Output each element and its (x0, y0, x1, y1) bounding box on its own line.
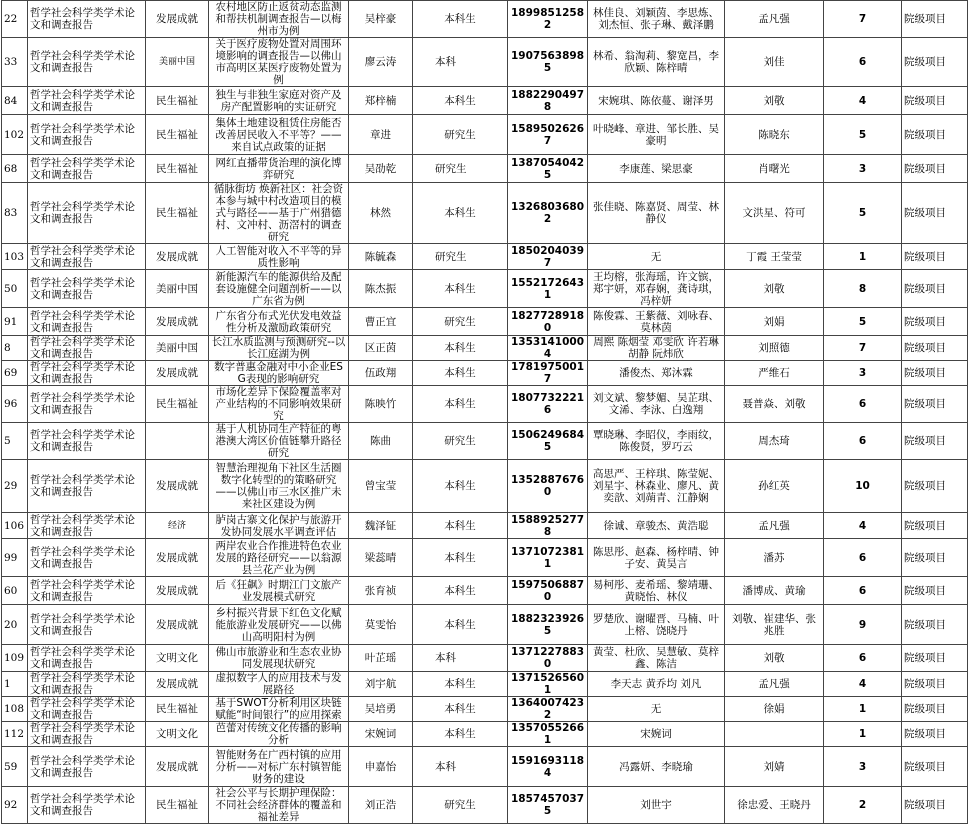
project-id-cell: 106 (2, 513, 28, 539)
project-type-cell: 院级项目 (902, 460, 968, 513)
project-type-cell: 院级项目 (902, 787, 968, 824)
project-type-cell: 院级项目 (902, 605, 968, 645)
members-cell: 潘俊杰、郑沐霖 (588, 361, 725, 386)
leader-cell: 曹正宜 (349, 308, 413, 336)
leader-cell: 郑梓楠 (349, 87, 413, 115)
phone-cell: 18277289180 (508, 308, 588, 336)
field-cell: 发展成就 (146, 361, 209, 386)
level-cell: 研究生 (413, 155, 508, 183)
level-cell: 本科生 (413, 361, 508, 386)
members-cell: 刘文斌、黎梦媚、吴芷琪、文浠、李泳、白逸翔 (588, 386, 725, 423)
project-type-cell: 院级项目 (902, 513, 968, 539)
phone-cell: 18998512582 (508, 1, 588, 38)
leader-cell: 陈毓森 (349, 244, 413, 270)
phone-cell: 18502040397 (508, 244, 588, 270)
member-count-cell: 3 (824, 747, 902, 787)
members-cell: 刘世宇 (588, 787, 725, 824)
member-count-cell: 3 (824, 155, 902, 183)
project-title-cell: 乡村振兴背景下红色文化赋能旅游业发展研究——以佛山高明阳村为例 (209, 605, 349, 645)
table-row (2, 697, 968, 722)
field-cell: 文明文化 (146, 645, 209, 672)
members-cell: 易柯彤、麦希瑶、黎靖珊、黄晓怡、林仪 (588, 577, 725, 605)
table-row (2, 747, 968, 787)
advisor-cell: 徐娟 (725, 697, 824, 722)
field-cell (146, 423, 209, 460)
table-row (2, 115, 968, 155)
member-count-cell: 8 (824, 270, 902, 308)
advisor-cell: 刘娟 (725, 308, 824, 336)
field-cell: 民生福祉 (146, 115, 209, 155)
field-cell: 美丽中国 (146, 38, 209, 87)
member-count-cell: 7 (824, 1, 902, 38)
project-type-cell: 院级项目 (902, 722, 968, 747)
category-cell: 哲学社会科学类学术论文和调查报告 (28, 270, 146, 308)
phone-cell: 13640074232 (508, 697, 588, 722)
project-id-cell: 112 (2, 722, 28, 747)
phone-cell: 15975068870 (508, 577, 588, 605)
category-cell: 哲学社会科学类学术论文和调查报告 (28, 115, 146, 155)
members-cell: 无 (588, 244, 725, 270)
member-count-cell: 6 (824, 577, 902, 605)
members-cell: 黄莹、杜欣、吴慧敏、莫梓鑫、陈洁 (588, 645, 725, 672)
level-cell: 本科生 (413, 577, 508, 605)
project-title-cell: 胪岗古寨文化保护与旅游开发协同发展水平调查评估 (209, 513, 349, 539)
members-cell: 李天志 黄乔均 刘凡 (588, 672, 725, 697)
project-id-cell: 8 (2, 336, 28, 361)
project-id-cell: 22 (2, 1, 28, 38)
project-type-cell: 院级项目 (902, 697, 968, 722)
level-cell: 研究生 (413, 787, 508, 824)
project-title-cell: 佛山市旅游业和生态农业协同发展现状研究 (209, 645, 349, 672)
level-cell: 本科生 (413, 183, 508, 244)
advisor-cell: 徐忠爱、王晓丹 (725, 787, 824, 824)
leader-cell: 陈杰振 (349, 270, 413, 308)
table-row (2, 87, 968, 115)
leader-cell: 宋婉词 (349, 722, 413, 747)
table-row (2, 155, 968, 183)
project-type-cell: 院级项目 (902, 87, 968, 115)
project-type-cell: 院级项目 (902, 155, 968, 183)
category-cell: 哲学社会科学类学术论文和调查报告 (28, 183, 146, 244)
project-id-cell: 99 (2, 539, 28, 577)
project-title-cell: 社会公平与长期护理保险：不同社会经济群体的覆盖和福祉差异 (209, 787, 349, 824)
project-id-cell: 20 (2, 605, 28, 645)
project-id-cell: 1 (2, 672, 28, 697)
category-cell: 哲学社会科学类学术论文和调查报告 (28, 672, 146, 697)
leader-cell: 梁蕊晴 (349, 539, 413, 577)
project-id-cell: 91 (2, 308, 28, 336)
project-id-cell: 96 (2, 386, 28, 423)
field-cell: 发展成就 (146, 539, 209, 577)
advisor-cell (725, 722, 824, 747)
members-cell: 叶晓峰、章进、邹长胜、吴豪明 (588, 115, 725, 155)
project-type-cell: 院级项目 (902, 386, 968, 423)
project-id-cell: 68 (2, 155, 28, 183)
leader-cell: 林然 (349, 183, 413, 244)
category-cell: 哲学社会科学类学术论文和调查报告 (28, 38, 146, 87)
phone-cell: 13268036802 (508, 183, 588, 244)
members-cell: 周熙 陈烟莹 邓雯欣 许若琳 胡静 阮炜欣 (588, 336, 725, 361)
level-cell: 本科生 (413, 460, 508, 513)
members-cell: 无 (588, 697, 725, 722)
project-id-cell: 29 (2, 460, 28, 513)
members-cell: 陈思彤、赵森、杨梓晴、钟子安、黄昊言 (588, 539, 725, 577)
category-cell: 哲学社会科学类学术论文和调查报告 (28, 336, 146, 361)
phone-cell: 18822904978 (508, 87, 588, 115)
category-cell: 哲学社会科学类学术论文和调查报告 (28, 244, 146, 270)
category-cell: 哲学社会科学类学术论文和调查报告 (28, 645, 146, 672)
phone-cell: 15062496845 (508, 423, 588, 460)
project-title-cell: 虚拟数字人的应用技术与发展路径 (209, 672, 349, 697)
project-type-cell: 院级项目 (902, 336, 968, 361)
level-cell: 研究生 (413, 308, 508, 336)
project-title-cell: 数字普惠金融对中小企业ESG表现的影响研究 (209, 361, 349, 386)
leader-cell: 曾宝莹 (349, 460, 413, 513)
level-cell: 本科生 (413, 539, 508, 577)
phone-cell: 15916931184 (508, 747, 588, 787)
members-cell: 宋婉琪、陈依蔓、谢泽男 (588, 87, 725, 115)
project-id-cell: 83 (2, 183, 28, 244)
project-title-cell: 智能财务在广西村镇的应用分析——对标广东村镇智能财务的建设 (209, 747, 349, 787)
leader-cell: 张育祯 (349, 577, 413, 605)
advisor-cell: 肖曙光 (725, 155, 824, 183)
members-cell: 覃晓琳、李昭仪，李雨纹，陈俊贤，罗巧云 (588, 423, 725, 460)
member-count-cell: 3 (824, 361, 902, 386)
phone-cell: 13712278830 (508, 645, 588, 672)
category-cell: 哲学社会科学类学术论文和调查报告 (28, 460, 146, 513)
table-row (2, 460, 968, 513)
project-title-cell: 农村地区防止返贫动态监测和帮扶机制调查报告—以梅州市为例 (209, 1, 349, 38)
field-cell: 美丽中国 (146, 270, 209, 308)
member-count-cell: 10 (824, 460, 902, 513)
project-id-cell: 92 (2, 787, 28, 824)
member-count-cell: 6 (824, 645, 902, 672)
level-cell: 本科生 (413, 605, 508, 645)
field-cell: 发展成就 (146, 244, 209, 270)
members-cell: 林希、翁淘莉、黎宽昌，李欣颖、陈梓晴 (588, 38, 725, 87)
level-cell: 本科生 (413, 672, 508, 697)
advisor-cell: 孟凡强 (725, 513, 824, 539)
phone-cell: 18574570375 (508, 787, 588, 824)
members-cell: 徐诚、章骏杰、黄浩聪 (588, 513, 725, 539)
project-title-cell: 循脉街坊 焕新社区：社会资本参与城中村改造项目的模式与路径——基于广州猎德村、文冲村、沥滘村的调查研究 (209, 183, 349, 244)
phone-cell: 17819750017 (508, 361, 588, 386)
level-cell: 本科 (413, 747, 508, 787)
project-title-cell: 网红直播带货治理的演化博弈研究 (209, 155, 349, 183)
level-cell: 本科生 (413, 722, 508, 747)
level-cell: 本科 (413, 38, 508, 87)
table-row (2, 1, 968, 38)
advisor-cell: 刘照德 (725, 336, 824, 361)
member-count-cell: 2 (824, 787, 902, 824)
level-cell: 研究生 (413, 423, 508, 460)
members-cell: 宋婉词 (588, 722, 725, 747)
advisor-cell: 文洪星、符可 (725, 183, 824, 244)
member-count-cell: 4 (824, 672, 902, 697)
members-cell: 陈俊霖、王紫薇、刘咏春、莫林茵 (588, 308, 725, 336)
category-cell: 哲学社会科学类学术论文和调查报告 (28, 787, 146, 824)
field-cell: 民生福祉 (146, 87, 209, 115)
project-type-cell: 院级项目 (902, 672, 968, 697)
member-count-cell: 4 (824, 87, 902, 115)
field-cell: 发展成就 (146, 460, 209, 513)
project-type-cell: 院级项目 (902, 539, 968, 577)
phone-cell: 13715265601 (508, 672, 588, 697)
category-cell: 哲学社会科学类学术论文和调查报告 (28, 361, 146, 386)
project-type-cell: 院级项目 (902, 270, 968, 308)
table-row (2, 386, 968, 423)
project-type-cell: 院级项目 (902, 645, 968, 672)
table-row (2, 423, 968, 460)
project-id-cell: 33 (2, 38, 28, 87)
member-count-cell: 1 (824, 722, 902, 747)
members-cell: 冯露妍、李晓瑜 (588, 747, 725, 787)
project-title-cell: 广东省分布式光伏发电效益性分析及激励政策研究 (209, 308, 349, 336)
project-title-cell: 独生与非独生家庭对资产及房产配置影响的实证研究 (209, 87, 349, 115)
member-count-cell: 5 (824, 183, 902, 244)
project-type-cell: 院级项目 (902, 115, 968, 155)
project-id-cell: 60 (2, 577, 28, 605)
phone-cell: 13570552661 (508, 722, 588, 747)
project-title-cell: 市场化差异下保险覆盖率对产业结构的不同影响效果研究 (209, 386, 349, 423)
field-cell: 民生福祉 (146, 787, 209, 824)
field-cell: 发展成就 (146, 605, 209, 645)
field-cell: 民生福祉 (146, 155, 209, 183)
project-id-cell: 109 (2, 645, 28, 672)
project-title-cell: 智慧治理视角下社区生活圈数字化转型的的策略研究——以佛山市三水区推广未来社区建设为例 (209, 460, 349, 513)
project-title-cell: 人工智能对收入不平等的异质性影响 (209, 244, 349, 270)
leader-cell: 陈曲 (349, 423, 413, 460)
phone-cell: 13870540425 (508, 155, 588, 183)
field-cell: 发展成就 (146, 308, 209, 336)
table-row (2, 539, 968, 577)
project-type-cell: 院级项目 (902, 361, 968, 386)
leader-cell: 陈映竹 (349, 386, 413, 423)
field-cell: 发展成就 (146, 1, 209, 38)
table-row (2, 645, 968, 672)
project-type-cell: 院级项目 (902, 183, 968, 244)
project-type-cell: 院级项目 (902, 423, 968, 460)
table-body (2, 1, 968, 824)
advisor-cell: 刘佳 (725, 38, 824, 87)
project-table (1, 0, 968, 824)
phone-cell: 13710723811 (508, 539, 588, 577)
table-row (2, 308, 968, 336)
category-cell: 哲学社会科学类学术论文和调查报告 (28, 577, 146, 605)
advisor-cell: 潘苏 (725, 539, 824, 577)
advisor-cell: 聂普焱、刘敬 (725, 386, 824, 423)
member-count-cell: 6 (824, 386, 902, 423)
member-count-cell: 1 (824, 244, 902, 270)
member-count-cell: 5 (824, 308, 902, 336)
leader-cell: 章进 (349, 115, 413, 155)
category-cell: 哲学社会科学类学术论文和调查报告 (28, 155, 146, 183)
advisor-cell: 刘敬 (725, 87, 824, 115)
field-cell: 民生福祉 (146, 386, 209, 423)
field-cell: 发展成就 (146, 577, 209, 605)
member-count-cell: 7 (824, 336, 902, 361)
leader-cell: 刘宇航 (349, 672, 413, 697)
level-cell: 本科生 (413, 1, 508, 38)
table-row (2, 183, 968, 244)
leader-cell: 莫雯怡 (349, 605, 413, 645)
category-cell: 哲学社会科学类学术论文和调查报告 (28, 605, 146, 645)
table-row (2, 270, 968, 308)
project-id-cell: 50 (2, 270, 28, 308)
category-cell: 哲学社会科学类学术论文和调查报告 (28, 386, 146, 423)
level-cell: 本科生 (413, 87, 508, 115)
leader-cell: 魏泽钲 (349, 513, 413, 539)
phone-cell: 19075638985 (508, 38, 588, 87)
level-cell: 本科生 (413, 513, 508, 539)
project-title-cell: 两岸农业合作推进特色农业发展的路径研究——以翁源县兰花产业为例 (209, 539, 349, 577)
level-cell: 本科 (413, 645, 508, 672)
category-cell: 哲学社会科学类学术论文和调查报告 (28, 513, 146, 539)
field-cell: 民生福祉 (146, 697, 209, 722)
project-title-cell: 新能源汽车的能源供给及配套设施健全问题剖析——以广东省为例 (209, 270, 349, 308)
leader-cell: 廖云涛 (349, 38, 413, 87)
category-cell: 哲学社会科学类学术论文和调查报告 (28, 747, 146, 787)
project-id-cell: 84 (2, 87, 28, 115)
table-row (2, 244, 968, 270)
phone-cell: 15889252778 (508, 513, 588, 539)
member-count-cell: 6 (824, 423, 902, 460)
field-cell: 民生福祉 (146, 183, 209, 244)
level-cell: 研究生 (413, 244, 508, 270)
advisor-cell: 潘博成、黄瑜 (725, 577, 824, 605)
advisor-cell: 刘敬 (725, 270, 824, 308)
level-cell: 本科生 (413, 270, 508, 308)
project-title-cell: 长江水质监测与预测研究--以长江庭湖为例 (209, 336, 349, 361)
project-type-cell: 院级项目 (902, 308, 968, 336)
phone-cell: 15895026267 (508, 115, 588, 155)
project-title-cell: 集体土地建设租赁住房能否改善居民收入不平等？——来自试点政策的证据 (209, 115, 349, 155)
members-cell: 罗楚欣、谢曜晋、马楠、叶上榕、饶晓丹 (588, 605, 725, 645)
level-cell: 本科生 (413, 386, 508, 423)
field-cell: 发展成就 (146, 672, 209, 697)
member-count-cell: 5 (824, 115, 902, 155)
project-type-cell: 院级项目 (902, 577, 968, 605)
project-type-cell: 院级项目 (902, 1, 968, 38)
project-type-cell: 院级项目 (902, 747, 968, 787)
advisor-cell: 刘婧 (725, 747, 824, 787)
advisor-cell: 孙红英 (725, 460, 824, 513)
project-title-cell: 关于医疗废物处置对周围环境影响的调查报告—以佛山市高明区某医疗废物处置为例 (209, 38, 349, 87)
leader-cell: 叶芷瑶 (349, 645, 413, 672)
advisor-cell: 周杰琦 (725, 423, 824, 460)
level-cell: 本科生 (413, 697, 508, 722)
phone-cell: 13531410004 (508, 336, 588, 361)
member-count-cell: 1 (824, 697, 902, 722)
category-cell: 哲学社会科学类学术论文和调查报告 (28, 308, 146, 336)
advisor-cell: 孟凡强 (725, 1, 824, 38)
level-cell: 本科生 (413, 336, 508, 361)
table-row (2, 605, 968, 645)
category-cell: 哲学社会科学类学术论文和调查报告 (28, 1, 146, 38)
category-cell: 哲学社会科学类学术论文和调查报告 (28, 539, 146, 577)
phone-cell: 18823239265 (508, 605, 588, 645)
category-cell: 哲学社会科学类学术论文和调查报告 (28, 423, 146, 460)
project-title-cell: 芭蕾对传统文化传播的影响分析 (209, 722, 349, 747)
advisor-cell: 陈晓东 (725, 115, 824, 155)
leader-cell: 吴培勇 (349, 697, 413, 722)
members-cell: 张佳晓、陈嘉贤、周莹、林静仪 (588, 183, 725, 244)
member-count-cell: 4 (824, 513, 902, 539)
advisor-cell: 孟凡强 (725, 672, 824, 697)
leader-cell: 区正茵 (349, 336, 413, 361)
project-id-cell: 59 (2, 747, 28, 787)
project-id-cell: 69 (2, 361, 28, 386)
members-cell: 李康莲、梁思豪 (588, 155, 725, 183)
field-cell: 文明文化 (146, 722, 209, 747)
leader-cell: 吴劭乾 (349, 155, 413, 183)
level-cell: 研究生 (413, 115, 508, 155)
advisor-cell: 严维石 (725, 361, 824, 386)
table-row (2, 38, 968, 87)
table-row (2, 361, 968, 386)
advisor-cell: 刘敬、崔建华、张兆胜 (725, 605, 824, 645)
category-cell: 哲学社会科学类学术论文和调查报告 (28, 722, 146, 747)
table-row (2, 722, 968, 747)
table-row (2, 787, 968, 824)
project-type-cell: 院级项目 (902, 38, 968, 87)
leader-cell: 申嘉怡 (349, 747, 413, 787)
phone-cell: 18077322216 (508, 386, 588, 423)
member-count-cell: 9 (824, 605, 902, 645)
field-cell: 美丽中国 (146, 336, 209, 361)
advisor-cell: 丁霞 王莹莹 (725, 244, 824, 270)
project-title-cell: 基于人机协同生产特征的粤港澳大湾区价值链攀升路径研究 (209, 423, 349, 460)
field-cell: 经济 (146, 513, 209, 539)
project-type-cell: 院级项目 (902, 244, 968, 270)
advisor-cell: 刘敬 (725, 645, 824, 672)
category-cell: 哲学社会科学类学术论文和调查报告 (28, 87, 146, 115)
leader-cell: 伍政翔 (349, 361, 413, 386)
table-row (2, 513, 968, 539)
phone-cell: 15521726431 (508, 270, 588, 308)
project-id-cell: 103 (2, 244, 28, 270)
phone-cell: 13528876760 (508, 460, 588, 513)
project-title-cell: 基于SWOT分析利用区块链赋能“时间银行”的应用探索 (209, 697, 349, 722)
table-row (2, 577, 968, 605)
category-cell: 哲学社会科学类学术论文和调查报告 (28, 697, 146, 722)
members-cell: 高思严、王梓琪、陈莹妮、刘星宇、林森业、廖凡、黄奕歆、刘蒴青、江静娴 (588, 460, 725, 513)
table-row (2, 336, 968, 361)
project-id-cell: 108 (2, 697, 28, 722)
members-cell: 王均榕，张海瑶，许文镔，郑宇妍，邓春娴，龚诗琪，冯梓妍 (588, 270, 725, 308)
project-id-cell: 102 (2, 115, 28, 155)
leader-cell: 刘正浩 (349, 787, 413, 824)
member-count-cell: 6 (824, 38, 902, 87)
project-id-cell: 5 (2, 423, 28, 460)
table-row (2, 672, 968, 697)
field-cell: 发展成就 (146, 747, 209, 787)
member-count-cell: 6 (824, 539, 902, 577)
project-title-cell: 后《狂飙》时期江门文旅产业发展模式研究 (209, 577, 349, 605)
leader-cell: 吴梓豪 (349, 1, 413, 38)
members-cell: 林佳良、刘颖茵、李思炼、刘杰恒、张子琳、戴泽鹏 (588, 1, 725, 38)
